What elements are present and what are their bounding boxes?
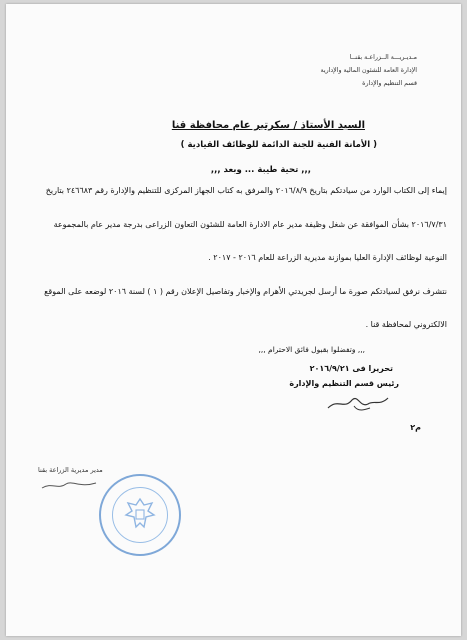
official-seal (99, 474, 181, 556)
letterhead-directorate: مـديـريـــة الــزراعـة بقنــا (349, 54, 417, 61)
closing: ,,, وتفضلوا بقبول فائق الاحترام ,,, (258, 345, 365, 354)
letter-page (6, 4, 461, 636)
body-line-4: نتشرف نرفق لسيادتكم صورة ما أرسل لجريدتي الأهرام والإخبار وتفاصيل الإعلان رقم ( ١ ) لسنة ٢٠١٦ لوضعه على الموقع (44, 287, 447, 296)
page-mark: م٢ (410, 423, 421, 432)
body-line-1: إيماء إلى الكتاب الوارد من سيادتكم بتاريخ ٢٠١٦/٨/٩ والمرفق به كتاب الجهاز المركزى للتنظيم والإدارة رقم ٢٤٦٦٨٣ بتاريخ (45, 186, 447, 195)
body-line-5: الالكتروني لمحافظة قنا . (365, 320, 447, 329)
greeting: ,,, تحية طيبة ... وبعد ,,, (210, 165, 311, 175)
eagle-emblem-icon (124, 497, 156, 531)
signatory-title: رئيس قسم التنظيم والإدارة (289, 379, 399, 388)
date-line: تحريرا فى ٢٠١٦/٩/٢١ (309, 364, 393, 373)
letterhead-section: قسم التنظيم والإدارة (362, 80, 417, 87)
director-signature (40, 478, 100, 492)
director-caption: مدير مديرية الزراعة بقنا (38, 466, 103, 474)
body-line-3: النوعية لوظائف الإدارة العليا بموازنة مديرية الزراعة للعام ٢٠١٦ - ٢٠١٧ . (208, 253, 447, 262)
letterhead-department: الإدارة العامة للشئون المالية والإدارية (320, 67, 417, 74)
body-line-2: ٢٠١٦/٧/٣١ بشأن الموافقة عن شغل وظيفة مدير عام الادارة العامة للشئون التعاون الزراعى بدرجة مدير عام بالمجموعة (53, 220, 447, 229)
addressee-title: السيد الأستاذ / سكرتير عام محافظة قنا (171, 120, 365, 131)
signature-scribble (324, 390, 394, 416)
addressee-subtitle: ( الأمانة الفنية للجنة الدائمة للوظائف القيادية ) (180, 140, 377, 150)
